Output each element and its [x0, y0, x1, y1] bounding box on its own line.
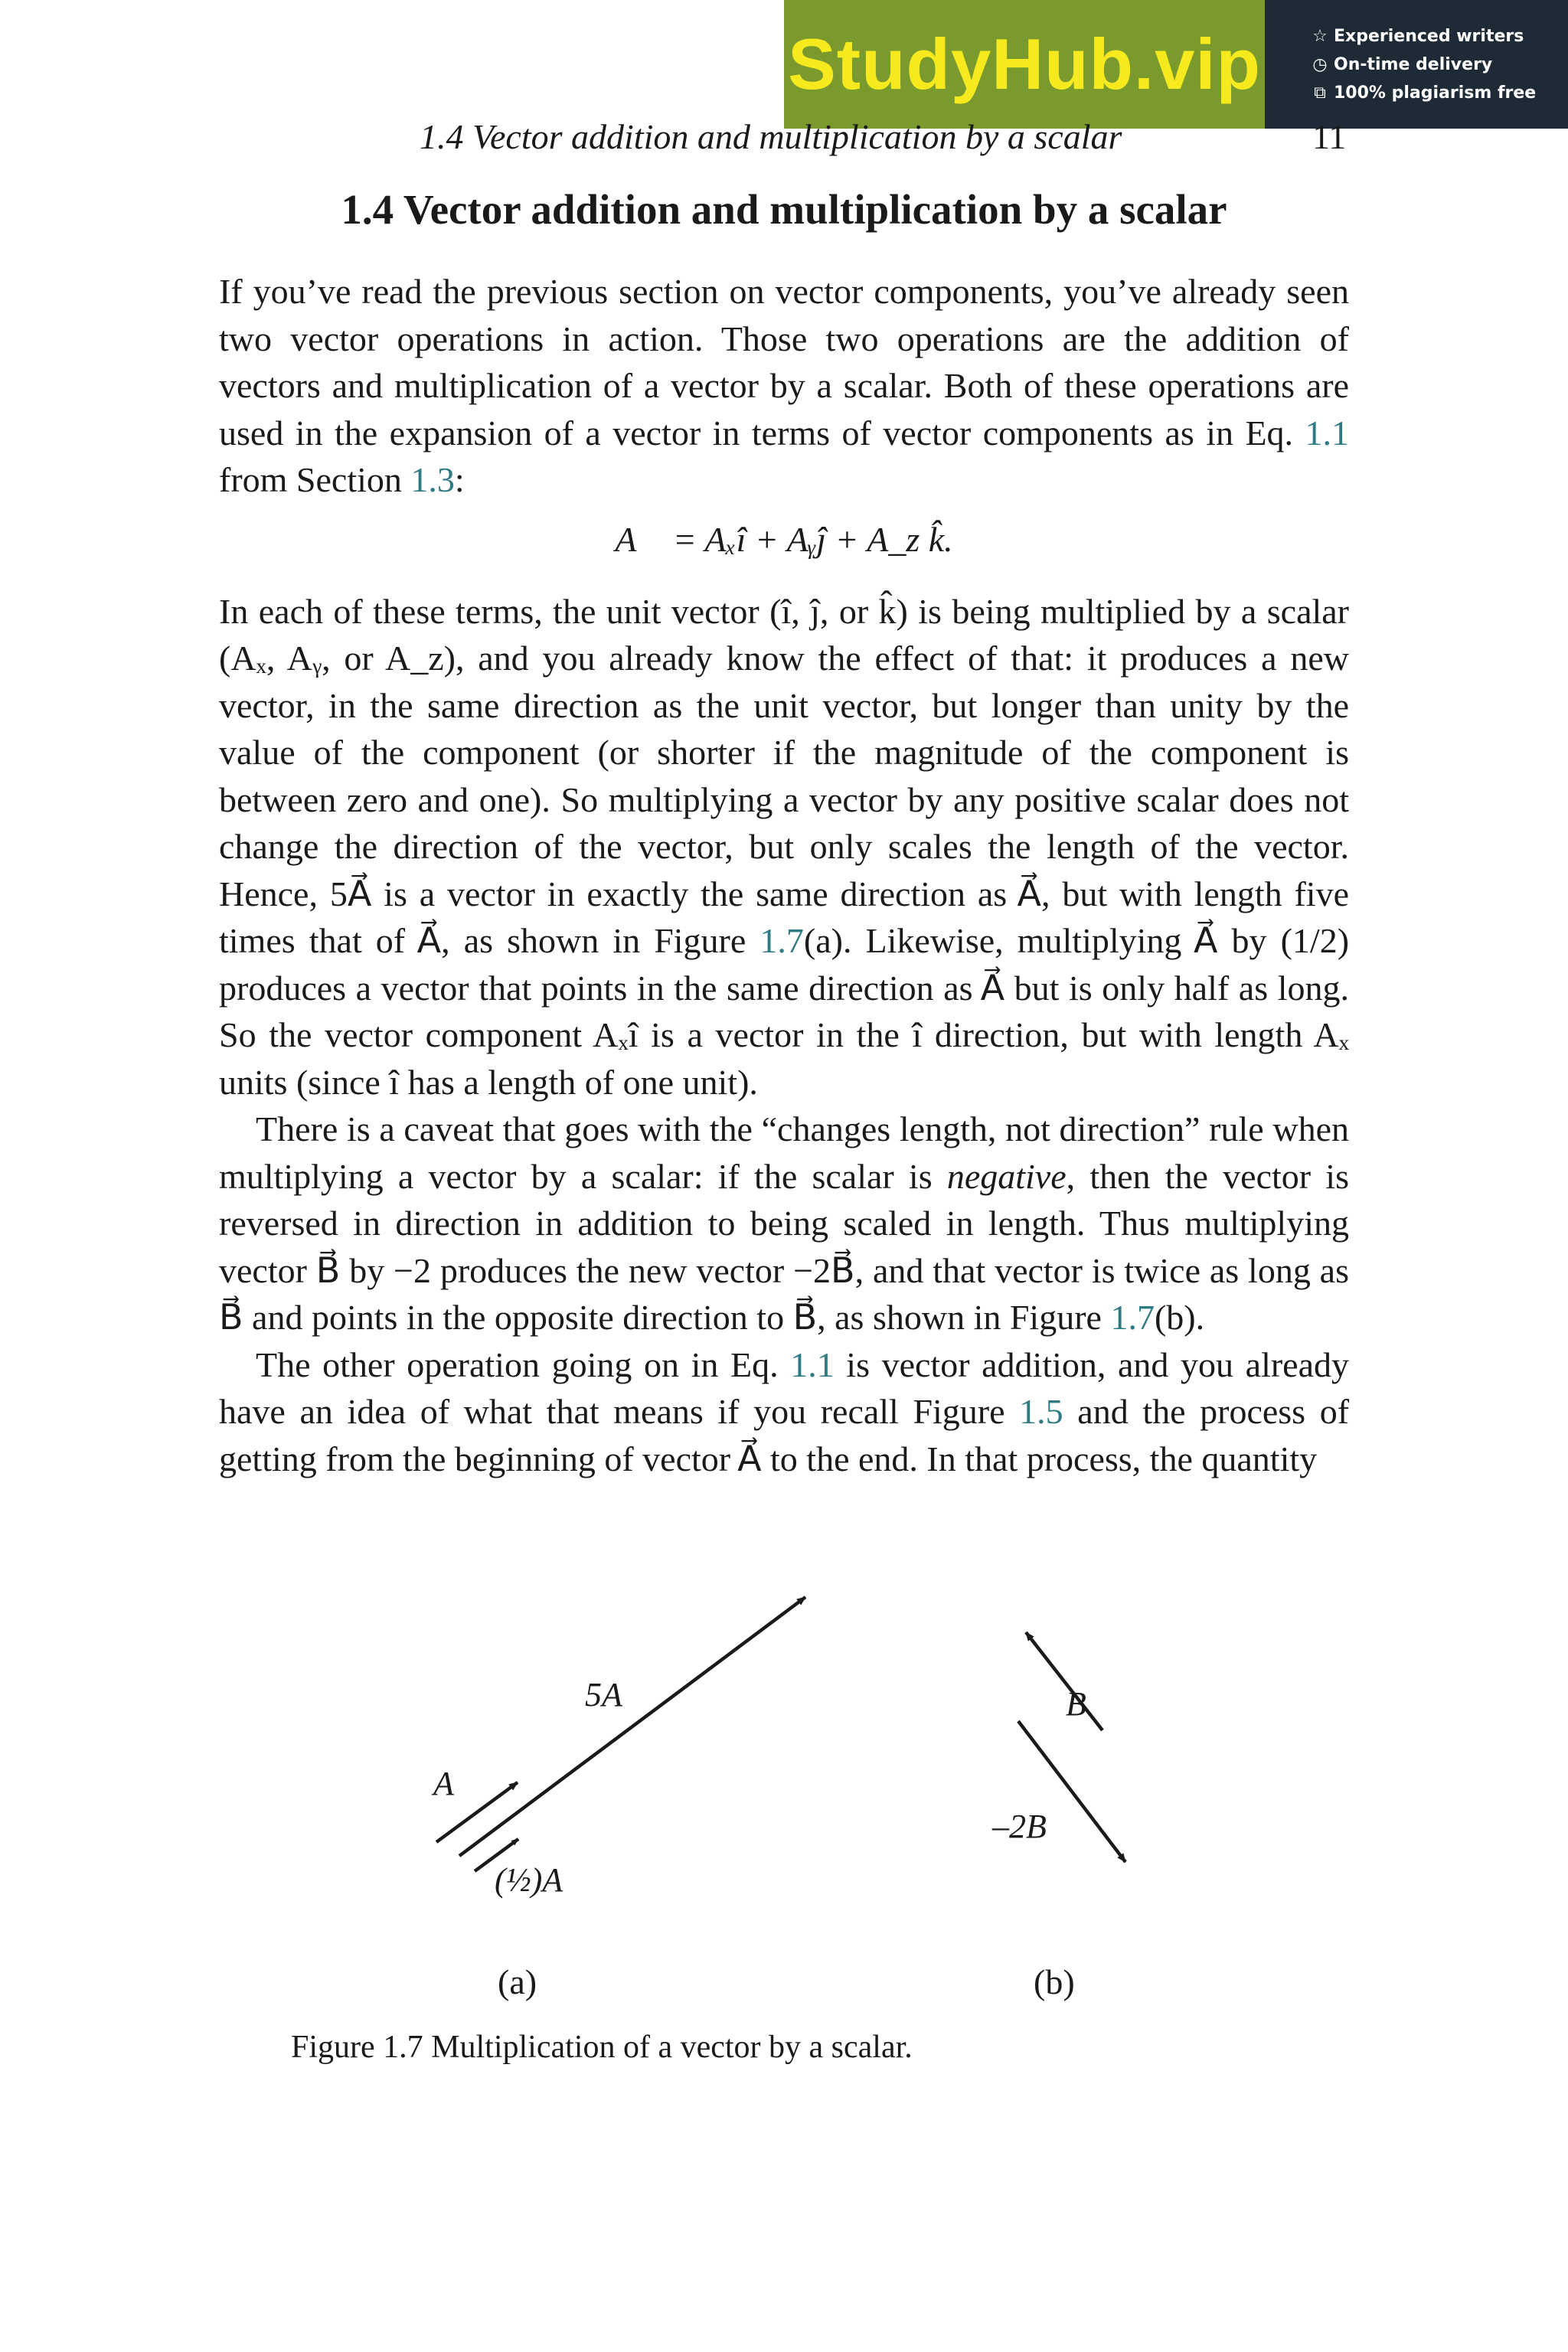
section-title: 1.4 Vector addition and multiplication by a scalar: [341, 186, 1227, 233]
page-number: 11: [1312, 117, 1347, 156]
figure-ref-link[interactable]: 1.7: [760, 921, 804, 960]
figure-caption: Figure 1.7 Multiplication of a vector by a scalar.: [291, 2030, 913, 2065]
studyhub-logo[interactable]: [784, 0, 1265, 129]
vector-5a-arrow: [459, 1597, 805, 1856]
subfigure-label-a: (a): [498, 1962, 537, 2001]
equation-1-1: A⃗ = Aₓî + Aᵧĵ + A_z k̂.: [615, 519, 953, 559]
feature-label: On-time delivery: [1334, 54, 1493, 74]
paragraph-2: In each of these terms, the unit vector (î, ĵ, or k̂) is being multiplied by a scalar (Aₓ, Aᵧ, or A_z), and you already know the effect of that: it produces a new vector, in the same direction as the unit vector, but longer than unity by the value of the component (or shorter if the magnitude of the component is between zero and one). So multiplying a vector by any positive scalar does not change the direction of the vector, but only scales the length of the vector. Hence, 5A⃗ is a vector in exactly the same direction as A⃗, but with length five times that of A⃗, as shown in Figure 1.7(a). Likewise, multiplying A⃗ by (1/2) produces a vector that points in the same direction as A⃗ but is only half as long. So the vector component Aₓî is a vector in the î direction, but with length Aₓ units (since î has a length of one unit).: [219, 591, 1350, 1102]
label-b: B⃗: [1066, 1685, 1113, 1723]
clock-icon: ◷: [1312, 54, 1328, 74]
feature-plagiarism-free: [1311, 83, 1568, 103]
figure-vector-diagram: [0, 1562, 1568, 1991]
eq-ref-link[interactable]: 1.1: [790, 1344, 835, 1384]
star-outline-icon: ☆: [1312, 26, 1328, 46]
figure-1-7: [0, 1562, 1568, 2001]
label-half-a: (½)A⃗: [495, 1861, 590, 1899]
feature-label: Experienced writers: [1334, 26, 1524, 46]
paragraph-3: There is a caveat that goes with the “changes length, not direction” rule when multiplying a vector by a scalar: if the scalar is negative, then the vector is reversed in direction in addition to being scaled in length. Thus multiplying vector B⃗ by −2 produces the new vector −2B⃗, and that vector is twice as long as B⃗ and points in the opposite direction to B⃗, as shown in Figure 1.7(b).: [219, 1109, 1349, 1337]
feature-label: 100% plagiarism free: [1334, 83, 1537, 103]
body-text: [219, 268, 1349, 1482]
section-ref-link[interactable]: 1.3: [410, 460, 455, 499]
running-head-title: 1.4 Vector addition and multiplication by a scalar: [420, 117, 1122, 156]
copy-icon: ⧉: [1314, 83, 1326, 103]
banner-features: [1265, 0, 1568, 129]
promo-banner[interactable]: [784, 0, 1568, 129]
label-neg-two-b: –2B⃗: [992, 1808, 1073, 1845]
figure-ref-link[interactable]: 1.7: [1110, 1298, 1155, 1337]
subfigure-label-b: (b): [1034, 1962, 1075, 2001]
label-5a: 5A⃗: [585, 1676, 649, 1713]
label-a: A⃗: [433, 1765, 481, 1802]
emphasis-negative: negative: [946, 1156, 1067, 1196]
brand-name: StudyHub.vip: [788, 24, 1261, 104]
figure-ref-link[interactable]: 1.5: [1019, 1392, 1063, 1431]
paragraph-4: The other operation going on in Eq. 1.1 is vector addition, and you already have an idea of what that means if you recall Figure 1.5 and the process of getting from the beginning of vector A⃗ to the end. In that process, the quantity: [219, 1344, 1350, 1478]
eq-ref-link[interactable]: 1.1: [1305, 413, 1349, 452]
paragraph-1: If you’ve read the previous section on vector components, you’ve already seen two vector operations in action. Those two operations are the addition of vectors and multiplication of a vector by a scalar. Both of these operations are used in the expansion of a vector in terms of vector components as in Eq. 1.1 from Section 1.3:: [219, 272, 1349, 499]
feature-on-time-delivery: [1311, 55, 1568, 74]
running-head: [0, 116, 1568, 162]
feature-experienced-writers: [1311, 27, 1568, 46]
